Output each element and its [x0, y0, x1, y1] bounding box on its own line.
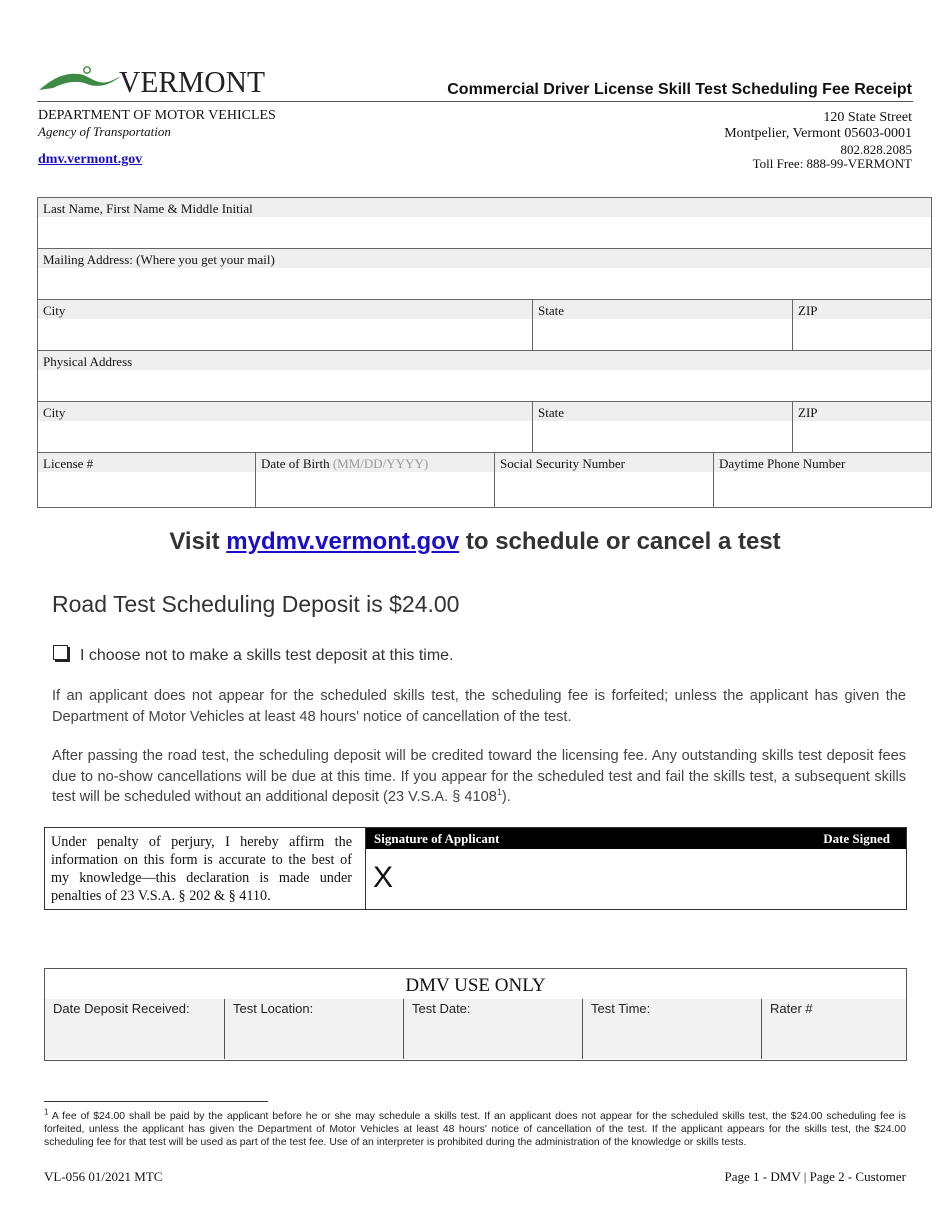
forfeit-paragraph: If an applicant does not appear for the scheduled skills test, the scheduling fee is forfeited; unless the applicant has given the Department of Motor Vehicles at least 48 hours' notice of cancellation of the test.: [52, 688, 906, 725]
date-signed-label: Date Signed: [823, 831, 890, 846]
physical-city-label: City: [38, 402, 532, 421]
mailing-state-cell: [533, 300, 793, 351]
dmv-use-only-title: DMV USE ONLY: [405, 975, 546, 996]
signature-x-mark: X: [373, 861, 394, 894]
license-label: License #: [38, 453, 255, 472]
signature-header-bar: [366, 828, 906, 849]
physical-zip-label: ZIP: [793, 402, 931, 421]
perjury-affirmation: Under penalty of perjury, I hereby affirm the information on this form is accurate to the best of my knowledge—this declaration is made under penalties of 23 V.S.A. § 202 & § 4110.: [51, 834, 352, 904]
no-deposit-checkbox[interactable]: [53, 645, 68, 660]
dob-format-hint: (MM/DD/YYYY): [332, 456, 429, 471]
footnote: [44, 1107, 906, 1149]
test-time-label: Test Time:: [591, 1001, 651, 1016]
dob-label: [256, 453, 494, 472]
test-date-field[interactable]: [403, 999, 583, 1059]
form-title: Commercial Driver License Skill Test Scheduling Fee Receipt: [447, 81, 912, 98]
footnote-text: A fee of $24.00 shall be paid by the applicant before he or she may schedule a skills test. If an applicant does not appear for the scheduled skills test, the $24.00 scheduling fee is forfeited, unless the applicant has given the Department of Motor Vehicles at least 48 hours' notice of cancellation of the test. If the applicant appears for the skills test, the $24.00 scheduling fee for that test will be used as part of the test fee. Use of an interpreter is prohibited during the administration of the knowledge or skills tests.: [44, 1111, 906, 1148]
dob-field[interactable]: [256, 472, 494, 507]
mailing-state-field[interactable]: [533, 319, 792, 350]
mailing-city-cell: [38, 300, 533, 351]
name-cell: [38, 198, 932, 249]
logo-wordmark: VERMONT: [119, 64, 266, 96]
physical-address-field[interactable]: [38, 370, 931, 401]
form-id: VL-056 01/2021 MTC: [44, 1169, 163, 1184]
mailing-city-label: City: [38, 300, 532, 319]
mydmv-link[interactable]: mydmv.vermont.gov: [226, 528, 460, 555]
physical-state-cell: [533, 402, 793, 453]
ssn-cell: [495, 453, 714, 508]
physical-state-field[interactable]: [533, 421, 792, 452]
license-field[interactable]: [38, 472, 255, 507]
footnote-reference: 1: [496, 787, 502, 798]
agency-name: Agency of Transportation: [38, 124, 171, 139]
dmv-website-link[interactable]: dmv.vermont.gov: [38, 152, 143, 167]
dob-label-text: Date of Birth: [261, 456, 330, 471]
name-label: Last Name, First Name & Middle Initial: [38, 198, 931, 217]
rater-label: Rater #: [770, 1001, 813, 1016]
address-toll-free: Toll Free: 888-99-VERMONT: [752, 156, 912, 171]
date-deposit-received-label: Date Deposit Received:: [53, 1001, 190, 1016]
vermont-logo: [37, 62, 267, 96]
test-date-label: Test Date:: [412, 1001, 471, 1016]
footnote-marker: 1: [44, 1107, 49, 1117]
rater-field[interactable]: [761, 999, 906, 1059]
physical-zip-cell: [793, 402, 932, 453]
signature-label: Signature of Applicant: [374, 831, 500, 846]
name-field[interactable]: [38, 217, 931, 248]
test-location-label: Test Location:: [233, 1001, 314, 1016]
mailing-state-label: State: [533, 300, 792, 319]
license-cell: [38, 453, 256, 508]
physical-city-cell: [38, 402, 533, 453]
page-distribution: Page 1 - DMV | Page 2 - Customer: [724, 1169, 906, 1184]
visit-instruction: [0, 528, 950, 556]
address-phone: 802.828.2085: [840, 142, 912, 157]
deposit-heading: Road Test Scheduling Deposit is $24.00: [52, 591, 460, 617]
dmv-use-only-box: [44, 968, 907, 1061]
phone-label: Daytime Phone Number: [714, 453, 931, 472]
no-deposit-checkbox-label: I choose not to make a skills test deposit at this time.: [80, 647, 454, 664]
mailing-address-cell: [38, 249, 932, 300]
test-location-field[interactable]: [224, 999, 404, 1059]
applicant-form: [37, 197, 932, 508]
dob-cell: [256, 453, 495, 508]
credit-paragraph-end: ).: [501, 789, 511, 805]
physical-address-cell: [38, 351, 932, 402]
phone-field[interactable]: [714, 472, 931, 507]
signature-block: [44, 827, 907, 910]
logo-mountain-icon: [39, 74, 121, 90]
visit-prefix: Visit: [169, 528, 220, 555]
header-divider: [37, 101, 913, 102]
test-time-field[interactable]: [582, 999, 762, 1059]
date-deposit-received-field[interactable]: [45, 999, 224, 1059]
footnote-divider: [44, 1101, 268, 1102]
mailing-zip-label: ZIP: [793, 300, 931, 319]
physical-state-label: State: [533, 402, 792, 421]
phone-cell: [714, 453, 932, 508]
ssn-field[interactable]: [495, 472, 713, 507]
mailing-address-label: Mailing Address: (Where you get your mail): [38, 249, 931, 268]
department-name: DEPARTMENT OF MOTOR VEHICLES: [38, 108, 276, 123]
mailing-address-field[interactable]: [38, 268, 931, 299]
ssn-label: Social Security Number: [495, 453, 713, 472]
mailing-zip-field[interactable]: [793, 319, 931, 350]
credit-paragraph-text: After passing the road test, the scheduling deposit will be credited toward the licensing fee. Any outstanding skills test deposit fees due to no-show cancellations will be due at this time. If you appear for the scheduled test and fail the skills test, a subsequent skills test will be scheduled without an additional deposit (23 V.S.A. § 4108: [52, 748, 906, 805]
credit-paragraph: [52, 746, 906, 808]
visit-suffix: to schedule or cancel a test: [465, 528, 781, 555]
physical-city-field[interactable]: [38, 421, 532, 452]
physical-zip-field[interactable]: [793, 421, 931, 452]
mailing-city-field[interactable]: [38, 319, 532, 350]
logo-sun-icon: [84, 67, 90, 73]
signature-field[interactable]: [405, 850, 905, 908]
mailing-zip-cell: [793, 300, 932, 351]
address-city: Montpelier, Vermont 05603-0001: [724, 126, 912, 141]
physical-address-label: Physical Address: [38, 351, 931, 370]
address-street: 120 State Street: [823, 110, 912, 125]
